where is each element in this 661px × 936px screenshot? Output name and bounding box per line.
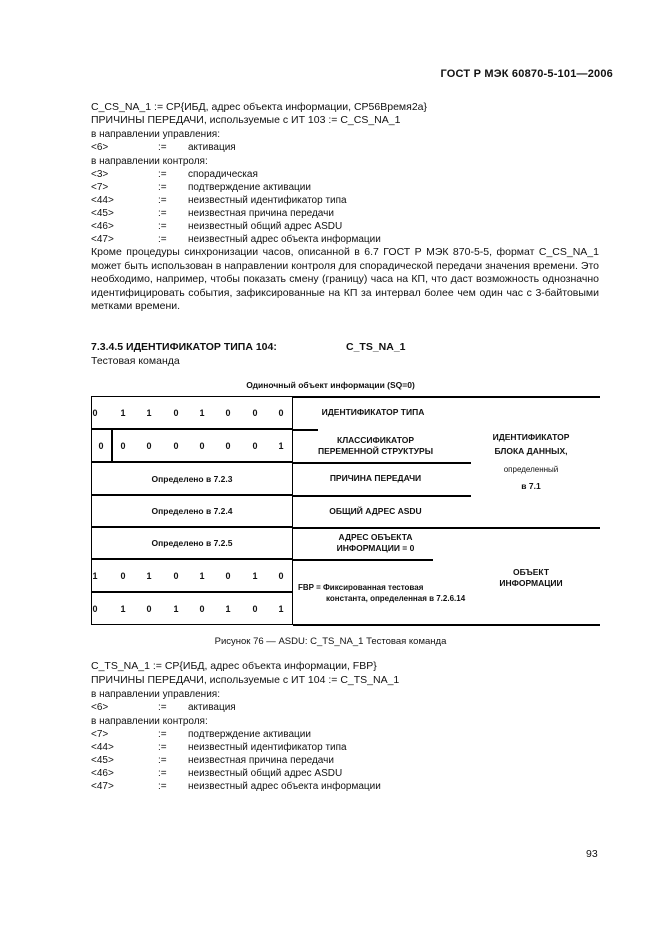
type-id-label: ИДЕНТИФИКАТОР ТИПА (321, 407, 425, 417)
block2-mon-code: <45> (91, 755, 114, 766)
block1-mon-text: неизвестный идентификатор типа (188, 195, 347, 206)
bit: 0 (146, 441, 152, 451)
ioa-label-line2: ИНФОРМАЦИИ = 0 (336, 543, 415, 553)
block2-ctrl-direction: в направлении управления: (91, 689, 220, 700)
block1-mon-op: := (158, 208, 167, 219)
block1-ctrl-text: активация (188, 142, 236, 153)
block1-mon-op: := (158, 182, 167, 193)
cot-reference: Определено в 7.2.3 (151, 474, 233, 484)
bit: 0 (146, 604, 152, 614)
info-object-label-line2: ИНФОРМАЦИИ (499, 578, 563, 588)
block1-mon-text: спорадическая (188, 169, 258, 180)
ioa-label-line1: АДРЕС ОБЪЕКТА (338, 532, 413, 542)
block1-mon-code: <47> (91, 234, 114, 245)
block1-mon-code: <44> (91, 195, 114, 206)
bit: 1 (278, 604, 284, 614)
info-object-label-line1: ОБЪЕКТ (512, 567, 550, 577)
page-number: 93 (586, 848, 598, 860)
bit: 0 (199, 441, 205, 451)
bracket-line (293, 559, 433, 561)
block1-ctrl-direction: в направлении управления: (91, 129, 220, 140)
section-subtitle: Тестовая команда (91, 355, 180, 367)
block2-mon-text: неизвестный адрес объекта информации (188, 781, 381, 792)
block1-mon-direction: в направлении контроля: (91, 156, 208, 167)
block1-mon-text: неизвестный адрес объекта информации (188, 234, 381, 245)
bit: 1 (92, 571, 98, 581)
bit: 0 (278, 571, 284, 581)
dui-label-line3: определенный (503, 465, 559, 474)
block2-mon-text: неизвестный общий адрес ASDU (188, 768, 343, 779)
bit: 1 (252, 571, 258, 581)
bit: 1 (120, 604, 126, 614)
vsq-separator (111, 429, 113, 462)
bracket-line (293, 429, 318, 431)
bit: 0 (173, 441, 179, 451)
dui-label-line4: в 7.1 (521, 481, 541, 491)
bit: 0 (199, 604, 205, 614)
bracket-line (293, 624, 600, 626)
block1-ctrl-code: <6> (91, 142, 109, 153)
bit: 0 (252, 441, 258, 451)
block2-cot-line: ПРИЧИНЫ ПЕРЕДАЧИ, используемые с ИТ 104 := C_TS_NA_1 (91, 674, 400, 686)
bit: 0 (92, 604, 98, 614)
bit: 1 (225, 604, 231, 614)
dui-label-line2: БЛОКА ДАННЫХ, (494, 446, 568, 456)
bracket-line (293, 527, 600, 529)
block1-mon-op: := (158, 234, 167, 245)
fbp-label-line2: константа, определенная в 7.2.6.14 (326, 594, 466, 603)
bit: 1 (199, 408, 205, 418)
block1-ctrl-op: := (158, 142, 167, 153)
vsq-label-line1: КЛАССИФИКАТОР (337, 435, 414, 445)
bit: 0 (98, 441, 104, 451)
block2-mon-code: <47> (91, 781, 114, 792)
bit: 0 (252, 604, 258, 614)
block1-paragraph: Кроме процедуры синхронизации часов, описанной в 6.7 ГОСТ Р МЭК 870-5-5, формат C_CS_NA_1 может быть использован в направлении контроля для спорадической передачи значения времени. Это необходимо, например, чтобы показать смену (границу) часа на КП, что даст возможность однозначно идентифицировать события, зафиксированные на КП за интервал более чем один час с 3-байтовыми метками времени. (91, 246, 599, 312)
bit: 1 (278, 441, 284, 451)
cot-label: ПРИЧИНА ПЕРЕДАЧИ (329, 473, 422, 483)
asdu-address-label: ОБЩИЙ АДРЕС ASDU (329, 506, 422, 516)
bit: 0 (92, 408, 98, 418)
block2-mon-op: := (158, 755, 167, 766)
block2-mon-op: := (158, 729, 167, 740)
block2-mon-code: <7> (91, 729, 109, 740)
block2-mon-op: := (158, 768, 167, 779)
block1-cot-line: ПРИЧИНЫ ПЕРЕДАЧИ, используемые с ИТ 103 := C_CS_NA_1 (91, 114, 401, 126)
block2-definition: C_TS_NA_1 := CP{ИБД, адрес объекта информации, FBP} (91, 660, 377, 672)
block2-mon-text: подтверждение активации (188, 729, 311, 740)
block2-ctrl-code: <6> (91, 702, 109, 713)
block2-ctrl-op: := (158, 702, 167, 713)
dui-label-line1: ИДЕНТИФИКАТОР (492, 432, 570, 442)
block1-mon-op: := (158, 195, 167, 206)
block2-mon-code: <46> (91, 768, 114, 779)
block1-mon-code: <7> (91, 182, 109, 193)
block2-mon-op: := (158, 781, 167, 792)
block1-mon-op: := (158, 221, 167, 232)
document-header: ГОСТ Р МЭК 60870-5-101—2006 (440, 68, 613, 80)
bracket-line (293, 495, 471, 497)
block2-ctrl-text: активация (188, 702, 236, 713)
block1-mon-code: <3> (91, 169, 109, 180)
block2-mon-code: <44> (91, 742, 114, 753)
block2-mon-direction: в направлении контроля: (91, 716, 208, 727)
bit: 0 (173, 571, 179, 581)
figure-caption: Рисунок 76 — ASDU: C_TS_NA_1 Тестовая команда (214, 636, 447, 647)
bracket-line (293, 462, 471, 464)
fbp-label-line1: FBP = Фиксированная тестовая (298, 583, 424, 592)
bit: 0 (120, 441, 126, 451)
bit: 0 (252, 408, 258, 418)
bit: 0 (225, 571, 231, 581)
bit: 0 (225, 408, 231, 418)
bracket-line (293, 396, 600, 398)
bit: 0 (225, 441, 231, 451)
block1-definition: C_CS_NA_1 := CP{ИБД, адрес объекта информации, CP56Время2a} (91, 101, 428, 113)
block1-mon-text: подтверждение активации (188, 182, 311, 193)
block1-mon-text: неизвестная причина передачи (188, 208, 334, 219)
block1-mon-text: неизвестный общий адрес ASDU (188, 221, 343, 232)
bit: 0 (120, 571, 126, 581)
block1-mon-code: <45> (91, 208, 114, 219)
bit: 0 (173, 408, 179, 418)
bit: 1 (120, 408, 126, 418)
block2-mon-text: неизвестный идентификатор типа (188, 742, 347, 753)
asdu-frame-diagram (91, 396, 293, 628)
bit: 1 (146, 408, 152, 418)
section-title: 7.3.4.5 ИДЕНТИФИКАТОР ТИПА 104: (91, 341, 277, 353)
block1-mon-op: := (158, 169, 167, 180)
section-code: C_TS_NA_1 (346, 341, 406, 353)
block2-mon-op: := (158, 742, 167, 753)
asdu-address-reference: Определено в 7.2.4 (151, 506, 233, 516)
vsq-label-line2: ПЕРЕМЕННОЙ СТРУКТУРЫ (317, 446, 434, 456)
block1-mon-code: <46> (91, 221, 114, 232)
ioa-reference: Определено в 7.2.5 (151, 538, 233, 548)
bit: 1 (173, 604, 179, 614)
bit: 1 (146, 571, 152, 581)
block2-mon-text: неизвестная причина передачи (188, 755, 334, 766)
bit: 0 (278, 408, 284, 418)
bit: 1 (199, 571, 205, 581)
figure-title: Одиночный объект информации (SQ=0) (246, 380, 415, 390)
